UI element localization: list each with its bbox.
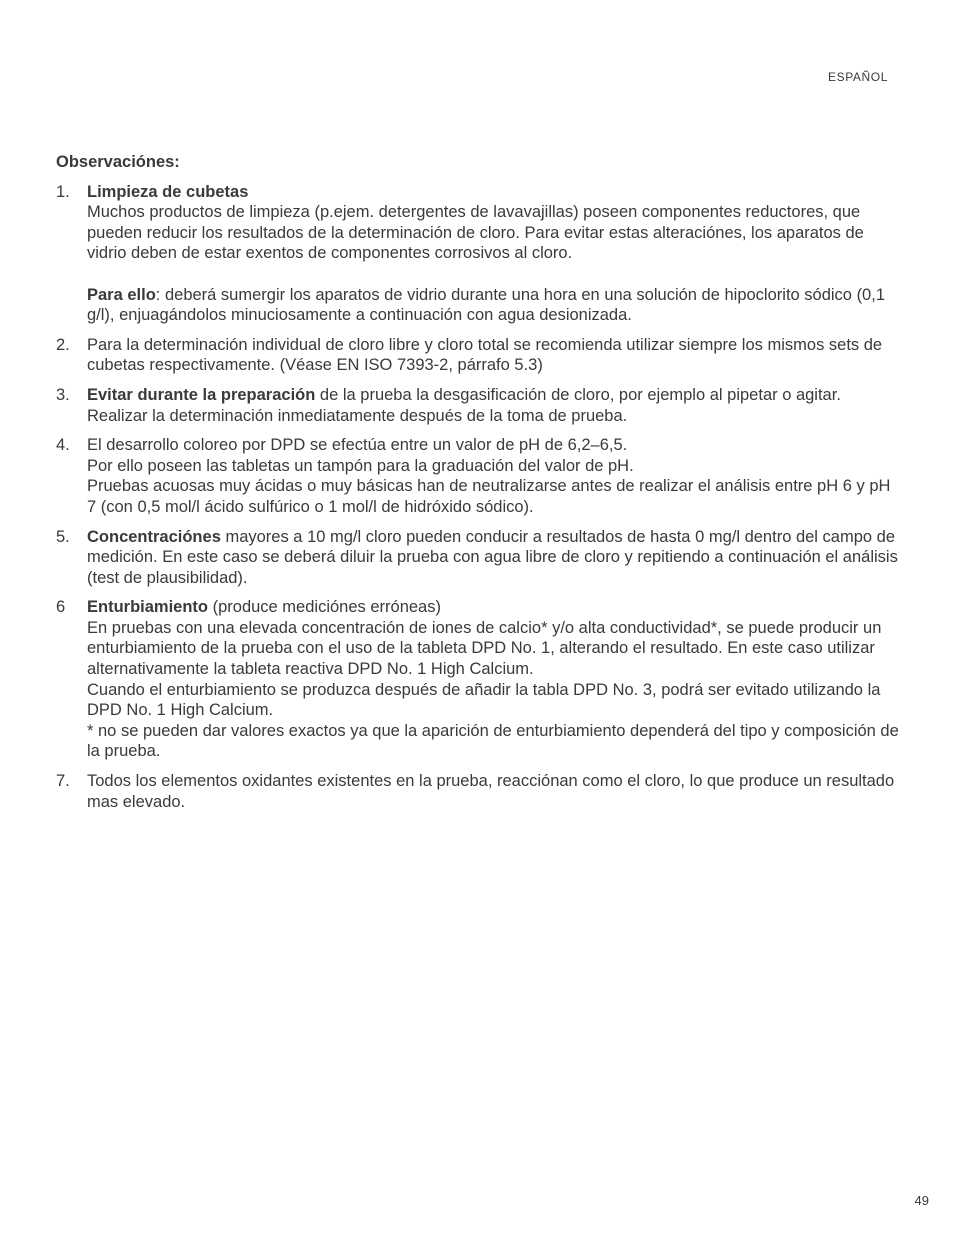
- language-label: ESPAÑOL: [828, 70, 888, 84]
- list-number: 6: [56, 598, 66, 617]
- list-body: [87, 771, 901, 812]
- item-bold-lead: Para ello: [87, 285, 156, 304]
- list-body: [87, 435, 901, 517]
- list-item-3: [56, 385, 901, 426]
- list-number: 4.: [56, 436, 70, 455]
- item-line: Pruebas acuosas muy ácidas o muy básicas han de neutralizarse antes de realizar el análisis entre pH 6 y pH 7 (con 0,5 mol/l ácido sulfúrico o 1 mol/l de hidróxido sódico).: [87, 477, 891, 516]
- item-text: (produce mediciónes erróneas): [208, 598, 441, 617]
- list-item-1: [56, 182, 901, 326]
- item-text: mayores a 10 mg/l cloro pueden conducir a resultados de hasta 0 mg/l dentro del campo de medición. En este caso se deberá diluir la prueba con agua libre de cloro y repitiendo a continuación el análisis (test de plausibilidad).: [87, 527, 898, 587]
- item-text: Todos los elementos oxidantes existentes en la prueba, reacciónan como el cloro, lo que produce un resultado mas elevado.: [87, 772, 895, 811]
- item-line: Cuando el enturbiamiento se produzca después de añadir la tabla DPD No. 3, podrá ser evitado utilizando la DPD No. 1 High Calcium.: [87, 680, 881, 720]
- list-item-5: [56, 527, 901, 589]
- item-bold-lead: Concentraciónes: [87, 527, 221, 546]
- list-item-6: [56, 597, 901, 762]
- page-number: 49: [914, 1193, 929, 1208]
- item-paragraph: [87, 285, 901, 326]
- list-item-7: [56, 771, 901, 812]
- list-number: 3.: [56, 385, 70, 404]
- item-bold-lead: Enturbiamiento: [87, 598, 209, 617]
- item-title: Limpieza de cubetas: [87, 182, 249, 201]
- item-text: : deberá sumergir los aparatos de vidrio durante una hora en una solución de hipoclorito sódico (0,1 g/l), enjuagándolos minuciosamente a continuación con agua desionizada.: [87, 285, 885, 325]
- list-number: 7.: [56, 772, 70, 791]
- list-item-2: [56, 335, 901, 376]
- list-body: [87, 385, 901, 426]
- item-line: El desarrollo coloreo por DPD se efectúa entre un valor de pH de 6,2–6,5.: [87, 436, 628, 455]
- item-line: Muchos productos de limpieza (p.ejem. detergentes de lavavajillas) poseen componentes reductores, que pueden reducir los resultados de la determinación de cloro. Para evitar estas alteraciónes, los aparatos de vidrio deben de estar exentos de componentes corrosivos al cloro.: [87, 203, 864, 263]
- item-line: En pruebas con una elevada concentración de iones de calcio* y/o alta conductividad*, se puede producir un enturbiamiento de la prueba con el uso de la tableta DPD No. 1, alterando el resultado. En este caso utilizar alternativamente la tableta reactiva DPD No. 1 High Calcium.: [87, 618, 882, 679]
- list-number: 2.: [56, 335, 70, 354]
- item-line: Por ello poseen las tabletas un tampón para la graduación del valor de pH.: [87, 456, 634, 475]
- list-number: 1.: [56, 182, 70, 201]
- observations-section: [56, 152, 901, 821]
- list-item-4: [56, 435, 901, 517]
- list-number: 5.: [56, 527, 70, 546]
- list-body: [87, 597, 901, 762]
- list-body: [87, 527, 901, 589]
- list-body: [87, 182, 901, 326]
- list-body: [87, 335, 901, 376]
- item-title-line: [87, 597, 901, 618]
- item-footnote: * no se pueden dar valores exactos ya que la aparición de enturbiamiento dependerá del tipo y composición de la prueba.: [87, 721, 899, 761]
- item-bold-lead: Evitar durante la preparación: [87, 385, 316, 404]
- section-heading: Observaciónes:: [56, 153, 180, 171]
- item-text: Para la determinación individual de cloro libre y cloro total se recomienda utilizar siempre los mismos sets de cubetas respectivamente. (Véase EN ISO 7393-2, párrafo 5.3): [87, 335, 883, 375]
- item-text: de la prueba la desgasificación de cloro, por ejemplo al pipetar o agitar. Realizar la determinación inmediatamente después de la toma de prueba.: [87, 385, 841, 425]
- paragraph-spacer: [87, 264, 901, 285]
